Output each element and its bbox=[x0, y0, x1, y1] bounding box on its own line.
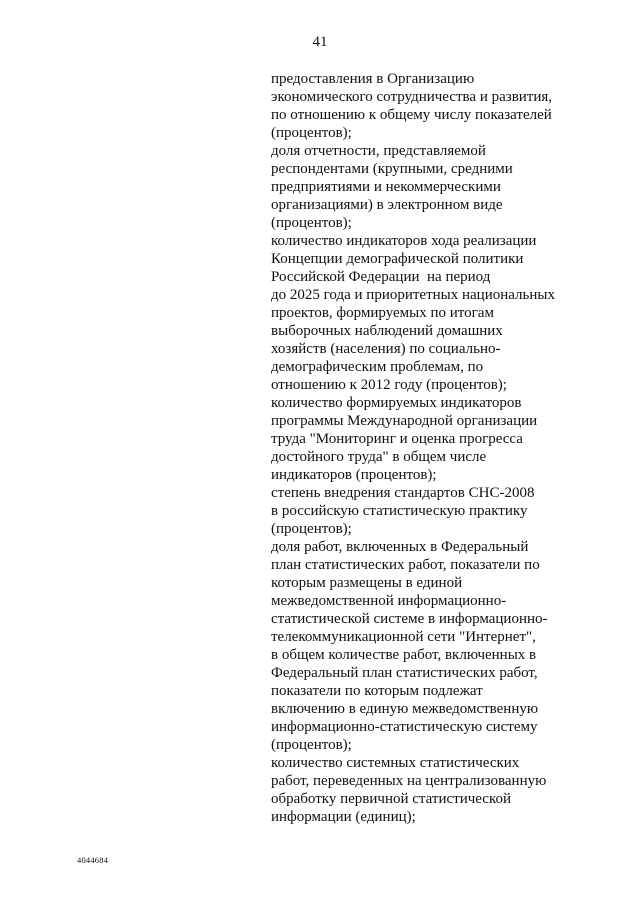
text-line: индикаторов (процентов); bbox=[271, 467, 437, 483]
text-line: Российской Федерации на период bbox=[271, 269, 491, 285]
text-line: обработку первичной статистической bbox=[271, 791, 512, 807]
text-line: Концепции демографической политики bbox=[271, 251, 524, 267]
text-line: до 2025 года и приоритетных национальных bbox=[271, 287, 555, 303]
text-line: информационно-статистическую систему bbox=[271, 719, 538, 735]
text-line: предприятиями и некоммерческими bbox=[271, 179, 501, 195]
text-line: (процентов); bbox=[271, 125, 352, 141]
document-code: 4044684 bbox=[77, 855, 109, 865]
text-line: степень внедрения стандартов СНС-2008 bbox=[271, 485, 535, 501]
text-line: по отношению к общему числу показателей bbox=[271, 107, 552, 123]
text-line: план статистических работ, показатели по bbox=[271, 557, 540, 573]
text-line: (процентов); bbox=[271, 215, 352, 231]
text-line: труда "Мониторинг и оценка прогресса bbox=[271, 431, 523, 447]
text-line: предоставления в Организацию bbox=[271, 71, 475, 87]
text-line: демографическим проблемам, по bbox=[271, 359, 484, 375]
text-line: экономического сотрудничества и развития, bbox=[271, 89, 553, 105]
text-line: которым размещены в единой bbox=[271, 575, 463, 591]
text-line: телекоммуникационной сети "Интернет", bbox=[271, 629, 536, 645]
text-line: количество формируемых индикаторов bbox=[271, 395, 522, 411]
text-line: (процентов); bbox=[271, 737, 352, 753]
text-line: программы Международной организации bbox=[271, 413, 538, 429]
text-line: респондентами (крупными, средними bbox=[271, 161, 513, 177]
text-line: статистической системе в информационно- bbox=[271, 611, 548, 627]
text-line: достойного труда" в общем числе bbox=[271, 449, 487, 465]
text-line: межведомственной информационно- bbox=[271, 593, 507, 609]
text-line: проектов, формируемых по итогам bbox=[271, 305, 494, 321]
text-line: отношению к 2012 году (процентов); bbox=[271, 377, 507, 393]
text-line: доля отчетности, представляемой bbox=[271, 143, 486, 159]
text-line: организациями) в электронном виде bbox=[271, 197, 503, 213]
text-line: количество индикаторов хода реализации bbox=[271, 233, 537, 249]
text-line: показатели по которым подлежат bbox=[271, 683, 483, 699]
text-line: в общем количестве работ, включенных в bbox=[271, 647, 537, 663]
text-line: включению в единую межведомственную bbox=[271, 701, 539, 717]
text-line: работ, переведенных на централизованную bbox=[271, 773, 547, 789]
text-line: хозяйств (населения) по социально- bbox=[271, 341, 501, 357]
text-line: информации (единиц); bbox=[271, 809, 416, 825]
text-line: в российскую статистическую практику bbox=[271, 503, 528, 519]
page-number: 41 bbox=[312, 34, 328, 50]
text-line: доля работ, включенных в Федеральный bbox=[271, 539, 529, 555]
text-line: (процентов); bbox=[271, 521, 352, 537]
text-line: количество системных статистических bbox=[271, 755, 520, 771]
text-line: выборочных наблюдений домашних bbox=[271, 323, 503, 339]
text-line: Федеральный план статистических работ, bbox=[271, 665, 538, 681]
body-text bbox=[271, 70, 571, 826]
